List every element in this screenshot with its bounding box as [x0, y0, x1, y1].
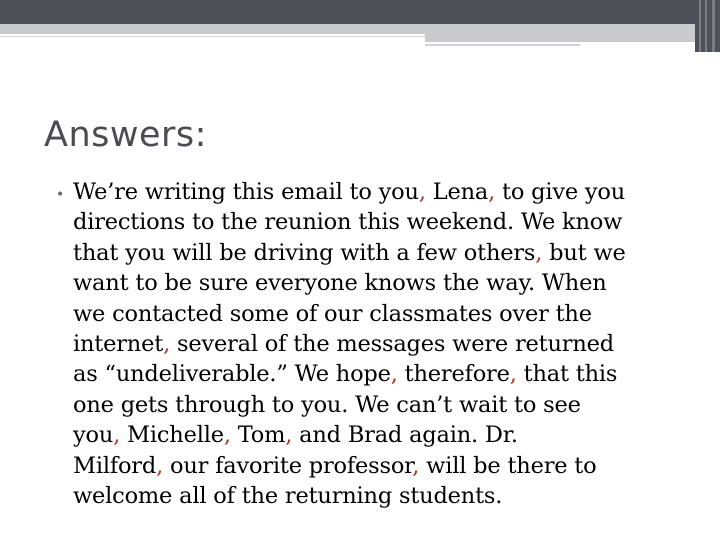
highlighted-comma: , [390, 361, 398, 388]
text-segment: as “undeliverable.” We hope [73, 361, 391, 388]
text-segment: directions to the reunion this weekend. We know [73, 209, 623, 236]
bullet-glyph: • [56, 187, 65, 203]
paragraph-line [73, 207, 688, 237]
paragraph-line [73, 390, 688, 420]
text-segment: that this [516, 361, 618, 388]
slide-title: Answers: [44, 115, 207, 155]
text-segment: one gets through to you. We can’t wait to see [73, 391, 581, 418]
highlighted-comma: , [156, 452, 164, 479]
banner-thin-line-short [425, 44, 580, 46]
text-segment: our favorite professor [163, 452, 413, 479]
text-segment: and Brad again. Dr. [292, 422, 518, 449]
paragraph-line [73, 238, 688, 268]
highlighted-comma: , [418, 179, 426, 205]
paragraph-line [73, 420, 688, 450]
paragraph-line [73, 268, 688, 298]
paragraph-line [73, 451, 688, 481]
paragraph-line [73, 481, 688, 511]
highlighted-comma: , [113, 422, 121, 449]
text-segment: will be there to [419, 452, 597, 479]
paragraph-line [73, 329, 688, 359]
banner-dark-bar [0, 0, 720, 24]
highlighted-comma: , [285, 422, 293, 449]
text-segment: internet [73, 331, 164, 358]
paragraph-line [73, 359, 688, 389]
text-segment: therefore [397, 361, 510, 388]
text-segment: Tom [230, 422, 286, 449]
banner-vertical-line [699, 0, 701, 52]
highlighted-comma: , [163, 331, 171, 358]
paragraph-line [73, 177, 688, 207]
text-segment: we contacted some of our classmates over the [73, 300, 592, 327]
text-segment: want to be sure everyone knows the way. When [73, 270, 607, 297]
text-segment: but we [542, 239, 626, 266]
banner-thin-line [0, 36, 425, 37]
highlighted-comma: , [223, 422, 231, 449]
banner-vertical-line [705, 0, 707, 52]
banner-light-bar [0, 24, 695, 34]
highlighted-comma: , [509, 361, 517, 388]
banner-light-bar-mid [425, 34, 695, 42]
paragraph-line [73, 299, 688, 329]
text-segment: you [73, 422, 114, 449]
text-segment: several of the messages were returned [170, 331, 614, 358]
highlighted-comma: , [412, 452, 420, 479]
highlighted-comma: , [488, 179, 496, 205]
text-segment: We’re writing this email to you [73, 179, 419, 205]
highlighted-comma: , [535, 239, 543, 266]
text-segment: to give you [495, 179, 626, 205]
text-segment: Michelle [120, 422, 224, 449]
banner-vertical-line [712, 0, 715, 52]
text-segment: Lena [425, 179, 489, 205]
text-segment: Milford [73, 452, 157, 479]
answer-paragraph [73, 177, 688, 511]
text-segment: welcome all of the returning students. [73, 483, 503, 510]
text-segment: that you will be driving with a few others [73, 239, 536, 266]
